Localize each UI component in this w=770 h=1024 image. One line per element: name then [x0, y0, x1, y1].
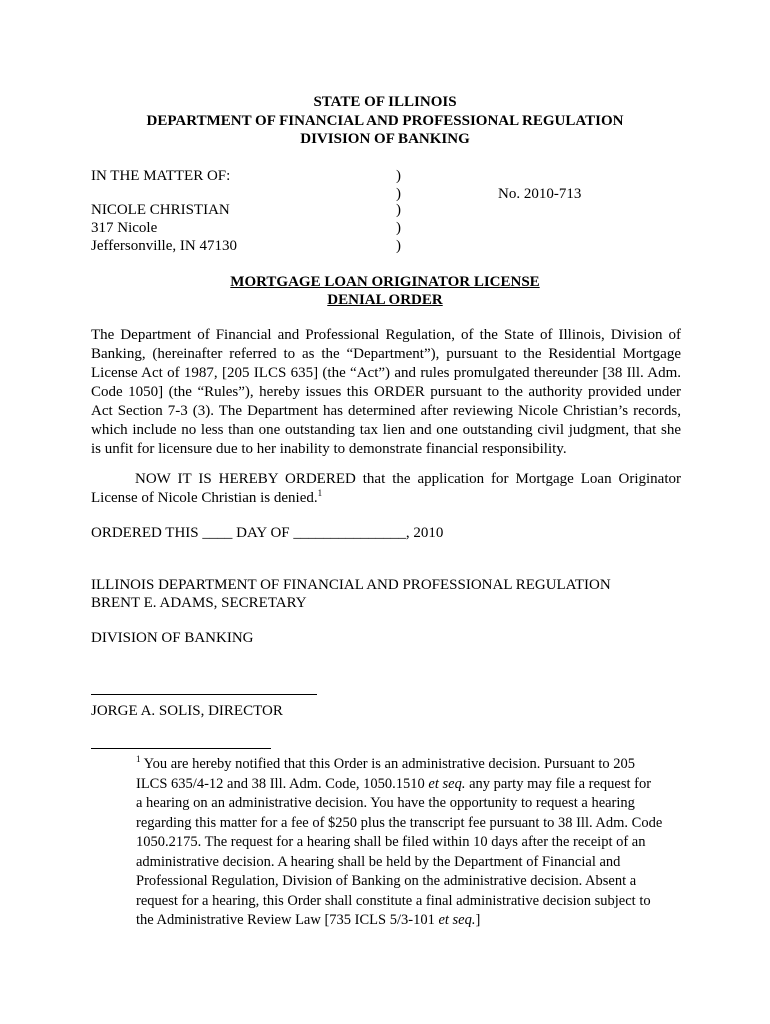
caption-paren: ) — [396, 186, 401, 202]
paragraph-line: Code 1050] (the “Rules”), hereby issues this ORDER pursuant to the authority provided under — [91, 384, 681, 400]
paragraph-line: is unfit for licensure due to her inability to demonstrate financial responsibility. — [91, 441, 567, 457]
footnote-separator — [91, 748, 271, 749]
respondent-address-line2: Jeffersonville, IN 47130 — [91, 238, 237, 254]
footnote-line — [136, 755, 676, 775]
signature-line — [91, 694, 317, 695]
case-number: No. 2010-713 — [498, 186, 582, 202]
footnote-text: ] — [475, 912, 481, 928]
secretary-name: BRENT E. ADAMS, SECRETARY — [91, 595, 307, 611]
header-division: DIVISION OF BANKING — [300, 131, 470, 147]
order-title-line2: DENIAL ORDER — [327, 292, 443, 308]
footnote-line: administrative decision. A hearing shall be held by the Department of Financial and — [136, 853, 621, 870]
footnote — [136, 755, 676, 931]
findings-paragraph — [91, 326, 681, 459]
footnote-line: a hearing on an administrative decision. You have the opportunity to request a hearing — [136, 795, 635, 811]
footnote-italic: et seq. — [438, 912, 476, 928]
order-paragraph — [91, 470, 681, 508]
agency-name: ILLINOIS DEPARTMENT OF FINANCIAL AND PROFESSIONAL REGULATION — [91, 577, 611, 593]
footnote-text: the Administrative Review Law [735 ICLS 5/3-101 — [136, 912, 439, 928]
order-line2 — [91, 489, 681, 508]
paragraph-line: Act Section 7-3 (3). The Department has determined after reviewing Nicole Christian’s records, — [91, 403, 681, 419]
header-department: DEPARTMENT OF FINANCIAL AND PROFESSIONAL REGULATION — [146, 113, 624, 129]
header-state: STATE OF ILLINOIS — [313, 94, 457, 110]
footnote-text: ILCS 635/4-12 and 38 Ill. Adm. Code, 1050.1510 — [136, 775, 429, 792]
caption-paren: ) — [396, 220, 401, 236]
footnote-line: request for a hearing, this Order shall constitute a final administrative decision subject to — [136, 892, 651, 909]
footnote-marker: 1 — [136, 754, 141, 765]
order-title-line1: MORTGAGE LOAN ORIGINATOR LICENSE — [230, 274, 540, 290]
ordered-date-line: ORDERED THIS ____ DAY OF _______________, 2010 — [91, 525, 444, 541]
paragraph-line: The Department of Financial and Professional Regulation, of the State of Illinois, Division of — [91, 327, 681, 343]
footnote-line: Professional Regulation, Division of Banking on the administrative decision. Absent a — [136, 873, 637, 889]
caption-paren: ) — [396, 168, 401, 184]
caption-paren: ) — [396, 202, 401, 218]
division-name: DIVISION OF BANKING — [91, 630, 254, 646]
paragraph-line: Banking, (hereinafter referred to as the “Department”), pursuant to the Residential Mortgage — [91, 346, 681, 362]
caption-paren: ) — [396, 238, 401, 254]
footnote-text: You are hereby notified that this Order is an administrative decision. Pursuant to 205 — [143, 756, 636, 772]
order-line1: NOW IT IS HEREBY ORDERED that the application for Mortgage Loan Originator — [135, 471, 681, 487]
footnote-reference: 1 — [317, 488, 323, 498]
matter-label: IN THE MATTER OF: — [91, 168, 231, 184]
footnote-italic: et seq. — [428, 775, 466, 792]
paragraph-line: License Act of 1987, [205 ILCS 635] (the “Act”) and rules promulgated thereunder [38 Ill. Adm. — [91, 365, 681, 381]
respondent-address-line1: 317 Nicole — [91, 220, 158, 236]
director-name: JORGE A. SOLIS, DIRECTOR — [91, 703, 283, 719]
paragraph-line: which include no less than one outstanding tax lien and one outstanding civil judgment, that she — [91, 422, 681, 438]
footnote-line — [136, 775, 676, 795]
respondent-name: NICOLE CHRISTIAN — [91, 202, 230, 218]
order-subtitle — [0, 291, 770, 310]
footnote-text: any party may file a request for — [465, 775, 652, 792]
footnote-line: 1050.2175. The request for a hearing shall be filed within 10 days after the receipt of an — [136, 834, 646, 850]
order-title — [0, 273, 770, 292]
footnote-line: regarding this matter for a fee of $250 plus the transcript fee pursuant to 38 Ill. Adm. Code — [136, 814, 663, 831]
order-line2-text: License of Nicole Christian is denied. — [91, 490, 318, 506]
footnote-line — [136, 911, 676, 931]
